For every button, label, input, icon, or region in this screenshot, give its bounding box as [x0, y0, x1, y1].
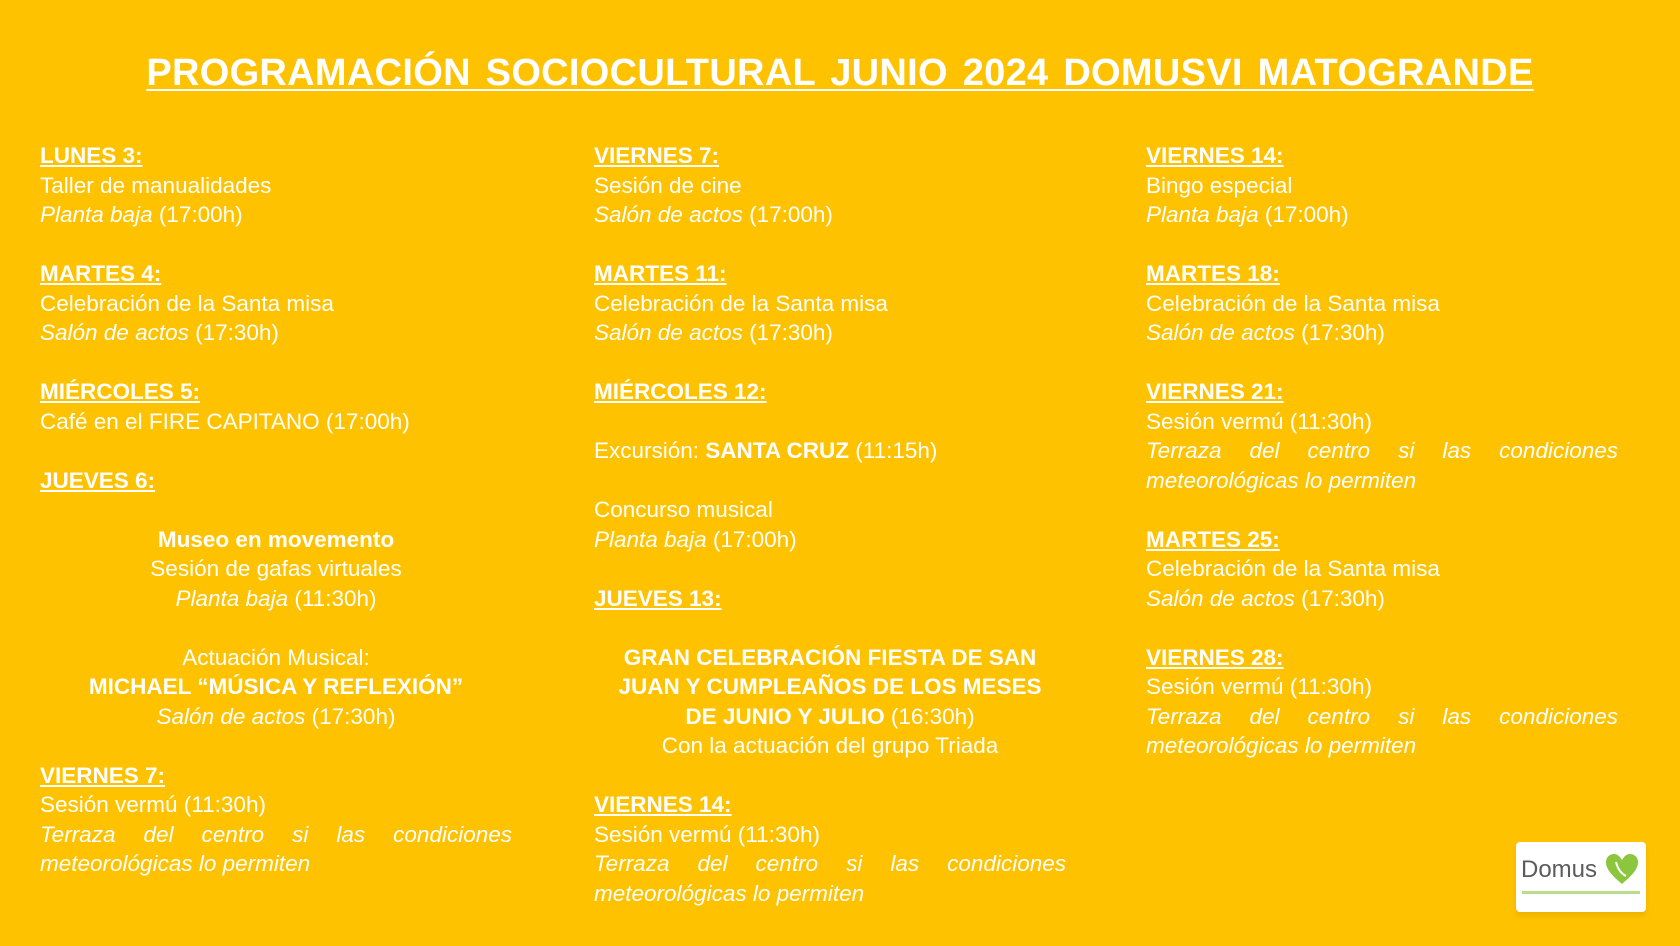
- place: Planta baja: [594, 526, 707, 552]
- place: Terraza del centro si las condiciones: [1146, 703, 1618, 729]
- activity: Bingo especial: [1146, 172, 1293, 198]
- activity: Concurso musical: [594, 497, 773, 522]
- day-heading: VIERNES 21:: [1146, 379, 1284, 404]
- day-heading: MARTES 11:: [594, 261, 727, 286]
- event-title: DE JUNIO Y JULIO: [685, 703, 885, 729]
- event-performer: MICHAEL “MÚSICA Y REFLEXIÓN”: [88, 674, 464, 699]
- time: (16:30h): [884, 703, 975, 729]
- day-heading: JUEVES 6:: [40, 467, 156, 493]
- time: (17:30h): [305, 703, 396, 729]
- day-heading: MIÉRCOLES 12:: [594, 379, 767, 404]
- heart-leaf-icon: [1604, 852, 1640, 886]
- time: (17:30h): [742, 320, 833, 345]
- activity: Celebración de la Santa misa: [1146, 556, 1440, 581]
- schedule-column-3: [1146, 141, 1618, 761]
- day-heading: MIÉRCOLES 5:: [40, 379, 201, 404]
- activity-location: [1146, 200, 1618, 230]
- time: (17:30h): [1294, 320, 1385, 345]
- excursion-prefix: Excursión:: [594, 438, 706, 463]
- activity: Sesión vermú (11:30h): [594, 821, 820, 847]
- activity: Celebración de la Santa misa: [40, 290, 334, 316]
- activity: Celebración de la Santa misa: [1146, 290, 1440, 316]
- day-heading: MARTES 4:: [40, 261, 162, 286]
- place: meteorológicas lo permiten: [1146, 733, 1417, 758]
- schedule-column-1: [40, 141, 512, 879]
- activity: [594, 436, 1066, 466]
- activity-location: [594, 318, 1066, 348]
- time: (17:30h): [188, 320, 279, 345]
- event-title: Museo en movemento: [157, 526, 395, 552]
- place: meteorológicas lo permiten: [40, 851, 311, 876]
- schedule-column-2: [594, 141, 1066, 908]
- day-heading: VIERNES 7:: [594, 143, 720, 168]
- activity: Taller de manualidades: [40, 172, 272, 198]
- activity: Celebración de la Santa misa: [594, 290, 888, 316]
- time: (11:30h): [288, 585, 377, 611]
- activity-location: [594, 525, 1066, 555]
- excursion-place: SANTA CRUZ: [705, 438, 850, 463]
- event-title: GRAN CELEBRACIÓN FIESTA DE SAN: [623, 644, 1037, 670]
- activity-location: [40, 584, 512, 614]
- activity: Café en el FIRE CAPITANO (17:00h): [40, 408, 410, 434]
- day-heading: MARTES 18:: [1146, 261, 1280, 286]
- activity: Sesión vermú (11:30h): [40, 792, 266, 817]
- day-heading: VIERNES 14:: [594, 792, 732, 817]
- place: Salón de actos: [156, 703, 306, 729]
- time: (17:00h): [706, 526, 797, 552]
- time: (17:00h): [1258, 202, 1349, 227]
- event-subtitle: Con la actuación del grupo Triada: [661, 733, 999, 758]
- page-title: PROGRAMACIÓN SOCIOCULTURAL JUNIO 2024 DOMUSVI MATOGRANDE: [146, 52, 1534, 94]
- activity-location: [40, 702, 512, 732]
- activity: Sesión vermú (11:30h): [1146, 674, 1372, 699]
- place: Salón de actos: [594, 202, 743, 227]
- event-title: JUAN Y CUMPLEAÑOS DE LOS MESES: [618, 674, 1042, 699]
- place: Terraza del centro si las condiciones: [594, 851, 1066, 876]
- place: Terraza del centro si las condiciones: [1146, 438, 1618, 463]
- time: (17:00h): [152, 202, 243, 227]
- activity: Sesión vermú (11:30h): [1146, 408, 1372, 434]
- place: Planta baja: [175, 585, 289, 611]
- day-heading: VIERNES 28:: [1146, 644, 1284, 670]
- activity-location: [594, 200, 1066, 230]
- day-heading: LUNES 3:: [40, 143, 143, 168]
- activity-location: [40, 318, 512, 348]
- place: Salón de actos: [594, 320, 743, 345]
- activity-location: [1146, 584, 1618, 614]
- time: (11:15h): [849, 438, 938, 463]
- time: (17:00h): [742, 202, 833, 227]
- place: meteorológicas lo permiten: [1146, 467, 1417, 493]
- activity-location: [1146, 318, 1618, 348]
- place: meteorológicas lo permiten: [594, 880, 865, 906]
- domusvi-logo: [1516, 842, 1646, 912]
- place: Planta baja: [40, 202, 153, 227]
- event-title: Actuación Musical:: [182, 644, 370, 670]
- logo-text: Domus: [1521, 856, 1598, 883]
- place: Salón de actos: [1146, 320, 1295, 345]
- place: Salón de actos: [1146, 585, 1295, 611]
- day-heading: VIERNES 7:: [40, 762, 166, 788]
- day-heading: VIERNES 14:: [1146, 143, 1284, 168]
- time: (17:30h): [1294, 585, 1385, 611]
- day-heading: MARTES 25:: [1146, 526, 1280, 552]
- place: Terraza del centro si las condiciones: [40, 821, 512, 847]
- activity: Sesión de cine: [594, 172, 742, 198]
- place: Salón de actos: [40, 320, 189, 345]
- place: Planta baja: [1146, 202, 1259, 227]
- day-heading: JUEVES 13:: [594, 585, 722, 611]
- event-subtitle: Sesión de gafas virtuales: [150, 556, 402, 581]
- activity-location: [40, 200, 512, 230]
- logo-tagline: [1522, 891, 1640, 894]
